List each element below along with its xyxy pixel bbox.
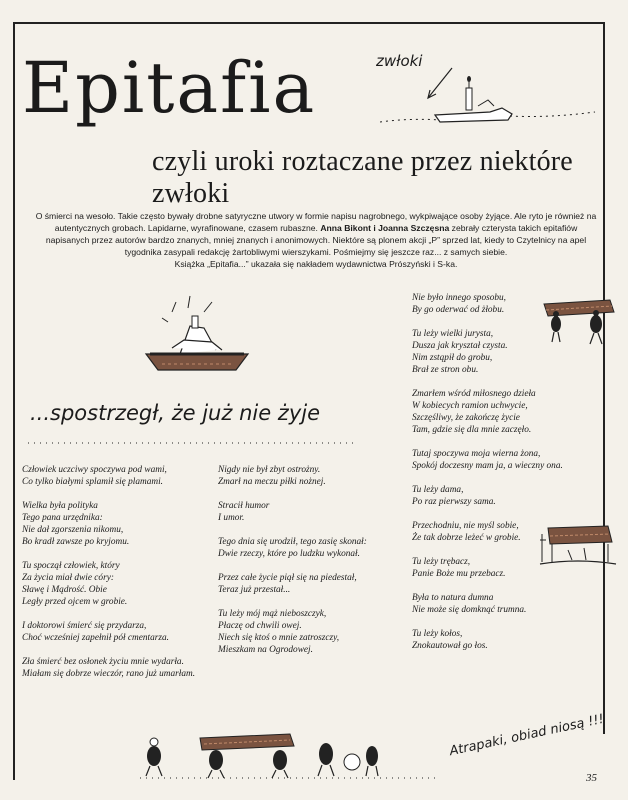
intro-paragraph — [34, 210, 598, 270]
epitaph: Zmarłem wśród miłosnego dzieła W kobiecych ramion uchwycie, Szczęśliwy, że zakończę życie Tam, gdzie się dla mnie zaczęło. — [412, 389, 536, 435]
epitaph: Zła śmierć bez osłonek życiu mnie wydarła. Miałam się dobrze wieczór, rano już umarłam. — [22, 657, 196, 679]
poems-column-middle — [218, 464, 367, 668]
procession-illustration — [140, 708, 440, 780]
bottom-handwritten: Atrapaki, obiad niosą !!! — [448, 711, 606, 760]
epitaph: Tu spoczął człowiek, który Za życia miał dwie córy: Sławę i Mądrość. Obie Legły przed ojcem w grobie. — [22, 561, 128, 607]
tomb-rising-corpse-illustration — [132, 292, 262, 392]
page-number: 35 — [586, 772, 597, 784]
intro-text-1: O śmierci na wesoło. Takie często bywały drobne satyryczne utwory w formie napisu nagrobnego, wykpiwające osoby żyjące. Ale ryto je również na autentycznych grobach. Lapidarne, wyrafinowane, czasem rubaszne. — [35, 211, 597, 233]
page-title: Epitafia — [22, 47, 317, 129]
illustration-label: zwłoki — [376, 52, 423, 70]
epitaph: Przechodniu, nie myśl sobie, Że tak dobrze leżeć w grobie. — [412, 521, 521, 543]
epitaph: Tu leży dama, Po raz pierwszy sama. — [412, 485, 496, 507]
epitaph: Tu leży wielki jurysta, Dusza jak kryształ czysta. Nim zstąpił do grobu, Brał ze stron obu. — [412, 329, 508, 375]
epitaph: Była to natura dumna Nie może się domknąć trumna. — [412, 593, 527, 615]
epitaph: Nigdy nie był zbyt ostrożny. Zmarł na meczu piłki nożnej. — [218, 465, 326, 487]
page-frame-left — [13, 22, 15, 780]
epitaph: Stracił humor I umor. — [218, 501, 270, 523]
intro-authors: Anna Bikont i Joanna Szczęsna — [320, 223, 450, 233]
epitaph: Przez całe życie piął się na piedestał, Teraz już przestał... — [218, 573, 357, 595]
epitaph: Tu leży mój mąż nieboszczyk, Płaczę od chwili owej. Niech się ktoś o mnie zatroszczy, Mieszkam na Ogrodowej. — [218, 609, 340, 655]
page-frame-right — [603, 22, 605, 734]
epitaph: I doktorowi śmierć się przydarza, Choć wcześniej zapełnił pół cmentarza. — [22, 621, 169, 643]
pallbearers-coffin-illustration — [538, 290, 618, 350]
cemetery-coffin-illustration — [538, 514, 618, 580]
intro-text-2: zebrały czterysta takich epitafiów napisanych przez autorów bardzo znanych, mniej znanych i anonimowych. Niektóre są plonem akcji „P” sprzed lat, kiedy to Czytelnicy na apel tygodnika zasypali redakcję żartobliwymi wierszykami. Pośmiejmy się jeszcze raz... z samych siebie. — [45, 223, 587, 257]
epitaph: Nie było innego sposobu, By go oderwać od żłobu. — [412, 293, 506, 315]
caption-handwritten: ...spostrzegł, że już nie żyje — [30, 401, 321, 425]
epitaph: Tutaj spoczywa moja wierna żona, Spokój doczesny mam ja, a wieczny ona. — [412, 449, 563, 471]
lying-corpse-illustration — [380, 60, 600, 130]
page-subtitle: czyli uroki roztaczane przez niektóre zwłoki — [152, 146, 573, 209]
intro-text-3: Książka „Epitafia...” ukazała się nakładem wydawnictwa Prószyński i S-ka. — [174, 259, 458, 269]
caption-dots — [28, 440, 358, 446]
epitaph: Tu leży kołos, Znokautował go łos. — [412, 629, 488, 651]
epitaph: Człowiek uczciwy spoczywa pod wami, Co tylko białymi splamił się plamami. — [22, 465, 167, 487]
epitaph: Tego dnia się urodził, tego zasię skonał: Dwie rzeczy, które po ludzku wykonał. — [218, 537, 367, 559]
epitaph: Wielka była polityka Tego pana urzędnika: Nie dał zgorszenia nikomu, Bo kradł zawsze po kryjomu. — [22, 501, 130, 547]
epitaph: Tu leży trębacz, Panie Boże mu przebacz. — [412, 557, 506, 579]
poems-column-left — [22, 464, 195, 692]
